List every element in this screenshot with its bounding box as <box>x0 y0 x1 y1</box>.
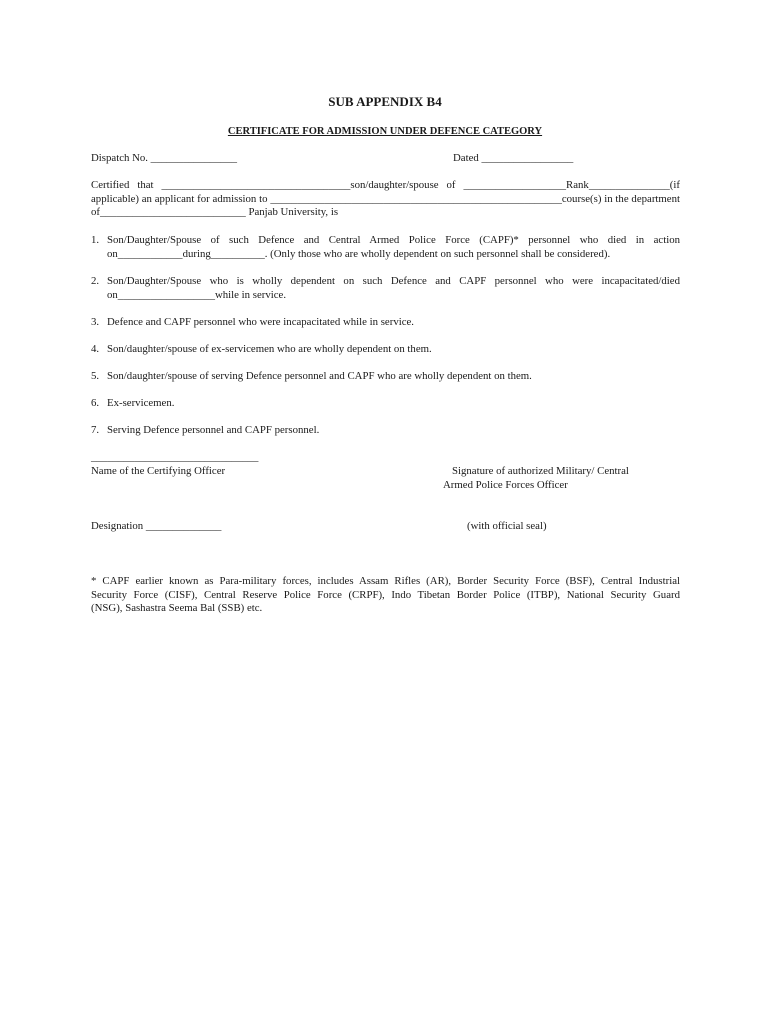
certified-paragraph <box>91 179 680 220</box>
list-item-text: Son/daughter/spouse of ex-servicemen who are wholly dependent on them. <box>107 343 432 355</box>
certified-line-2: applicable) an applicant for admission to ______________________________________________________course(s) in the department <box>91 192 680 205</box>
official-seal-label: (with official seal) <box>467 520 547 532</box>
list-item-number: 6. <box>91 397 100 409</box>
list-item-number: 2. <box>91 275 100 287</box>
signature-line: _______________________________ <box>91 451 259 463</box>
certificate-subtitle: CERTIFICATE FOR ADMISSION UNDER DEFENCE CATEGORY <box>227 126 543 137</box>
list-item-number: 4. <box>91 343 100 355</box>
list-item-number: 5. <box>91 370 100 382</box>
authorized-signature-label-continued: Armed Police Forces Officer <box>443 479 568 491</box>
list-item-text: Ex-servicemen. <box>107 397 175 409</box>
list-item-text: Son/daughter/spouse of serving Defence personnel and CAPF who are wholly dependent on them. <box>107 370 532 382</box>
footnote-line-2: Security Force (CISF), Central Reserve Police Force (CRPF), Indo Tibetan Border Police (ITBP), National Security Guard <box>91 588 680 601</box>
list-item-text-continued: on__________________while in service. <box>107 288 287 301</box>
list-item-text-continued: on____________during__________. (Only those who are wholly dependent on such personnel shall be considered). <box>107 247 611 260</box>
list-item-number: 1. <box>91 234 100 246</box>
designation-field: Designation ______________ <box>91 520 222 532</box>
certified-line-1: Certified that ___________________________________son/daughter/spouse of ___________________Rank_______________(if <box>91 179 680 191</box>
dispatch-number-field: Dispatch No. ________________ <box>91 152 238 164</box>
list-item-text: Son/Daughter/Spouse who is wholly dependent on such Defence and CAPF personnel who were incapacitated/died <box>107 275 680 287</box>
list-item-text: Son/Daughter/Spouse of such Defence and Central Armed Police Force (CAPF)* personnel who died in action <box>107 234 680 246</box>
certified-line-3: of___________________________ Panjab University, is <box>91 206 339 218</box>
list-item-text: Defence and CAPF personnel who were incapacitated while in service. <box>107 316 414 328</box>
list-item-text: Serving Defence personnel and CAPF personnel. <box>107 424 320 436</box>
footnote-line-3: (NSG), Sashastra Seema Bal (SSB) etc. <box>91 602 263 614</box>
footnote <box>91 575 680 616</box>
authorized-signature-label: Signature of authorized Military/ Central <box>452 465 629 477</box>
list-item-number: 3. <box>91 316 100 328</box>
document-title: SUB APPENDIX B4 <box>328 94 442 109</box>
certifying-officer-name-label: Name of the Certifying Officer <box>91 465 226 477</box>
list-item-number: 7. <box>91 424 100 436</box>
footnote-line-1: * CAPF earlier known as Para-military forces, includes Assam Rifles (AR), Border Security Force (BSF), Central Industrial <box>91 575 680 587</box>
dated-field: Dated _________________ <box>453 152 574 164</box>
